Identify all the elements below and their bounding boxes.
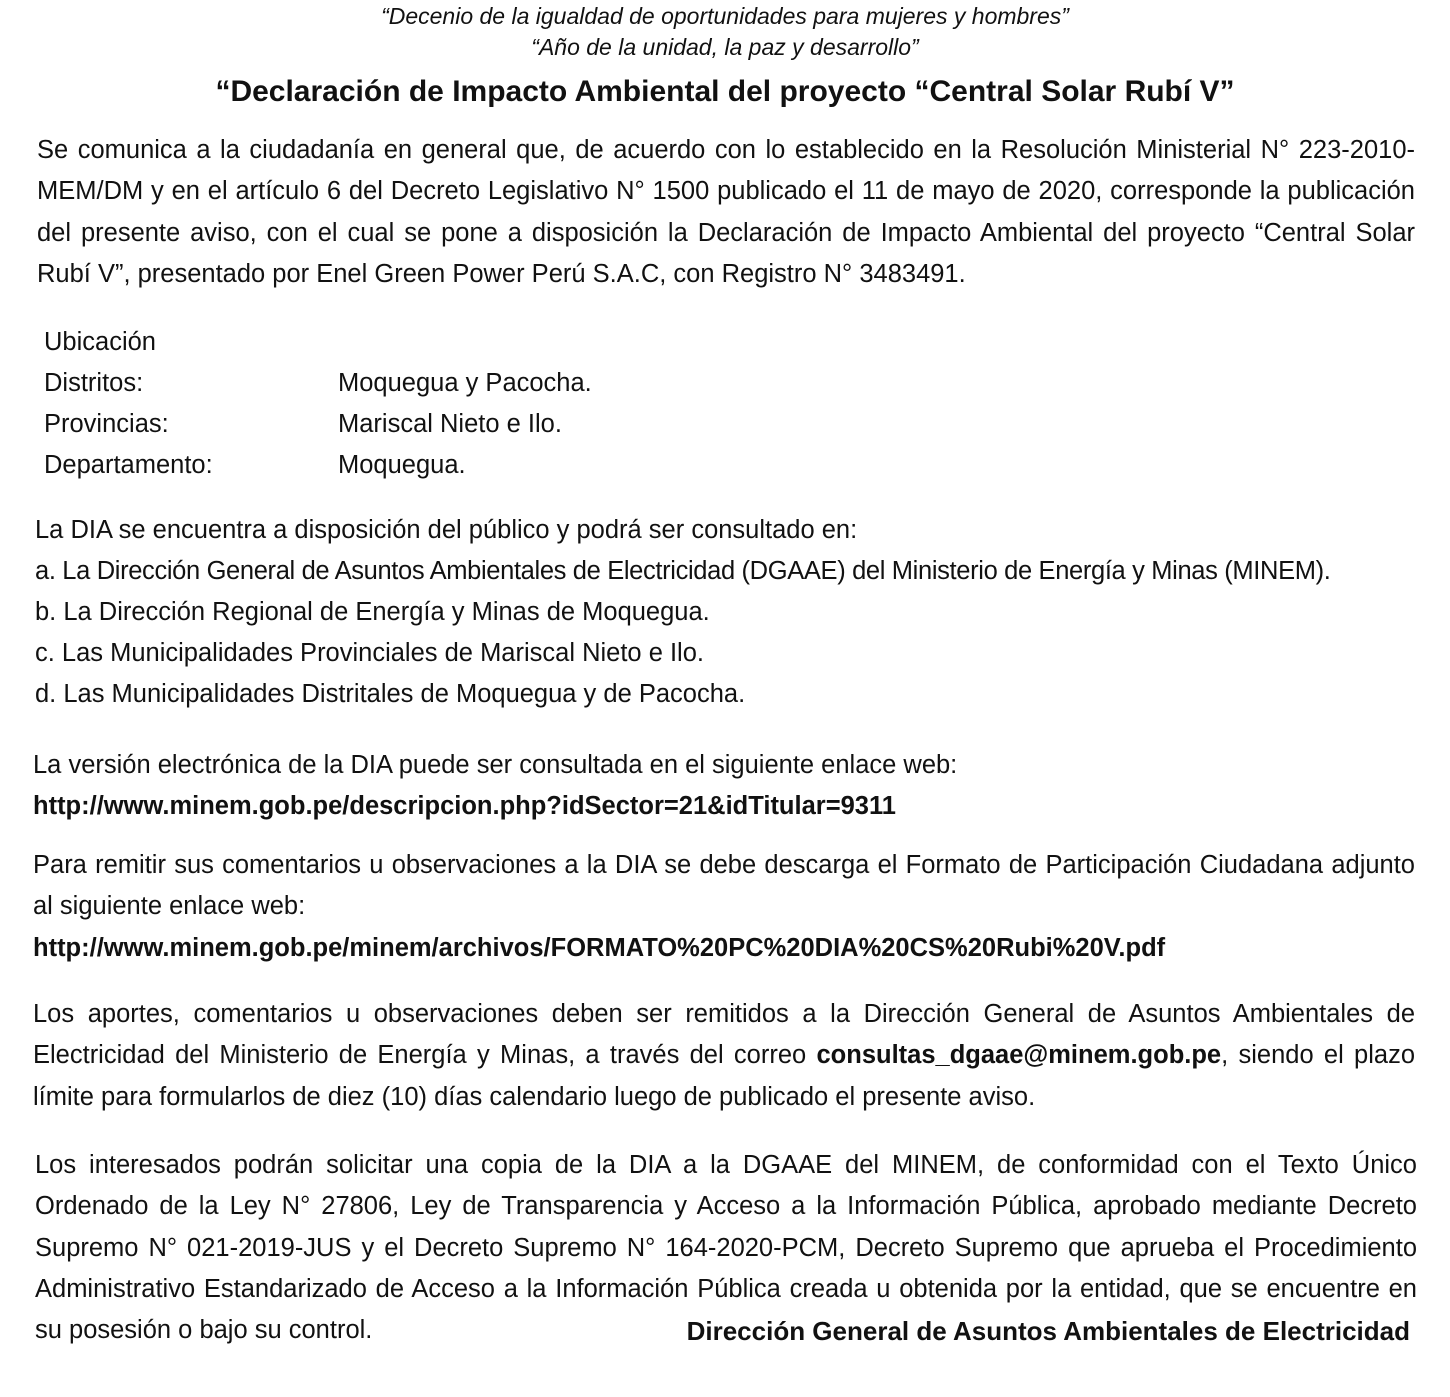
location-label-department: Departamento: xyxy=(44,451,213,479)
notice-title: “Declaración de Impacto Ambiental del proyecto “Central Solar Rubí V” xyxy=(215,75,1235,108)
submissions-paragraph xyxy=(33,994,1415,1118)
location-heading: Ubicación xyxy=(44,328,156,356)
signature: Dirección General de Asuntos Ambientales de Electricidad xyxy=(686,1316,1410,1346)
location-value-department: Moquegua. xyxy=(338,451,466,479)
motto-line-1: “Decenio de la igualdad de oportunidades para mujeres y hombres” xyxy=(381,3,1069,29)
electronic-version-text: La versión electrónica de la DIA puede ser consultada en el siguiente enlace web: xyxy=(33,751,958,779)
location-value-districts: Moquegua y Pacocha. xyxy=(338,369,592,397)
format-web-link[interactable]: http://www.minem.gob.pe/minem/archivos/FORMATO%20PC%20DIA%20CS%20Rubi%20V.pdf xyxy=(33,934,1166,962)
availability-item-a: a. La Dirección General de Asuntos Ambientales de Electricidad (DGAAE) del Ministerio de Energía y Minas (MINEM). xyxy=(35,557,1331,585)
intro-paragraph: Se comunica a la ciudadanía en general que, de acuerdo con lo establecido en la Resolución Ministerial N° 223-2010-MEM/DM y en el artículo 6 del Decreto Legislativo N° 1500 publicado el 11 de mayo de 2020, corresponde la publicación del presente aviso, con el cual se pone a disposición la Declaración de Impacto Ambiental del proyecto “Central Solar Rubí V”, presentado por Enel Green Power Perú S.A.C, con Registro N° 3483491. xyxy=(37,136,1415,288)
availability-item-c: c. Las Municipalidades Provinciales de Mariscal Nieto e Ilo. xyxy=(35,639,704,667)
availability-intro: La DIA se encuentra a disposición del público y podrá ser consultado en: xyxy=(35,516,858,544)
location-value-provinces: Mariscal Nieto e Ilo. xyxy=(338,410,562,438)
dia-web-link[interactable]: http://www.minem.gob.pe/descripcion.php?idSector=21&idTitular=9311 xyxy=(33,792,896,820)
availability-item-d: d. Las Municipalidades Distritales de Moquegua y de Pacocha. xyxy=(35,680,746,708)
availability-item-b: b. La Dirección Regional de Energía y Minas de Moquegua. xyxy=(35,598,710,626)
submissions-text-after: , siendo el plazo límite para formularlos de diez (10) días calendario luego de publicado el presente aviso. xyxy=(33,1041,1415,1111)
location-label-districts: Distritos: xyxy=(44,369,144,397)
copy-request-paragraph: Los interesados podrán solicitar una copia de la DIA a la DGAAE del MINEM, de conformidad con el Texto Único Ordenado de la Ley N° 27806, Ley de Transparencia y Acceso a la Información Pública, aprobado mediante Decreto Supremo N° 021-2019-JUS y el Decreto Supremo N° 164-2020-PCM, Decreto Supremo que aprueba el Procedimiento Administrativo Estandarizado de Acceso a la Información Pública creada u obtenida por la entidad, que se encuentre en su posesión o bajo su control. xyxy=(35,1151,1417,1345)
location-label-provinces: Provincias: xyxy=(44,410,169,438)
submissions-text-before: Los aportes, comentarios u observaciones deben ser remitidos a la Dirección General de Asuntos Ambientales de Electricidad del Ministerio de Energía y Minas, a través del correo xyxy=(33,1000,1415,1070)
contact-email-link[interactable]: consultas_dgaae@minem.gob.pe xyxy=(816,1041,1222,1070)
motto-line-2: “Año de la unidad, la paz y desarrollo” xyxy=(531,34,919,60)
format-paragraph: Para remitir sus comentarios u observaciones a la DIA se debe descarga el Formato de Participación Ciudadana adjunto al siguiente enlace web: xyxy=(33,851,1415,921)
